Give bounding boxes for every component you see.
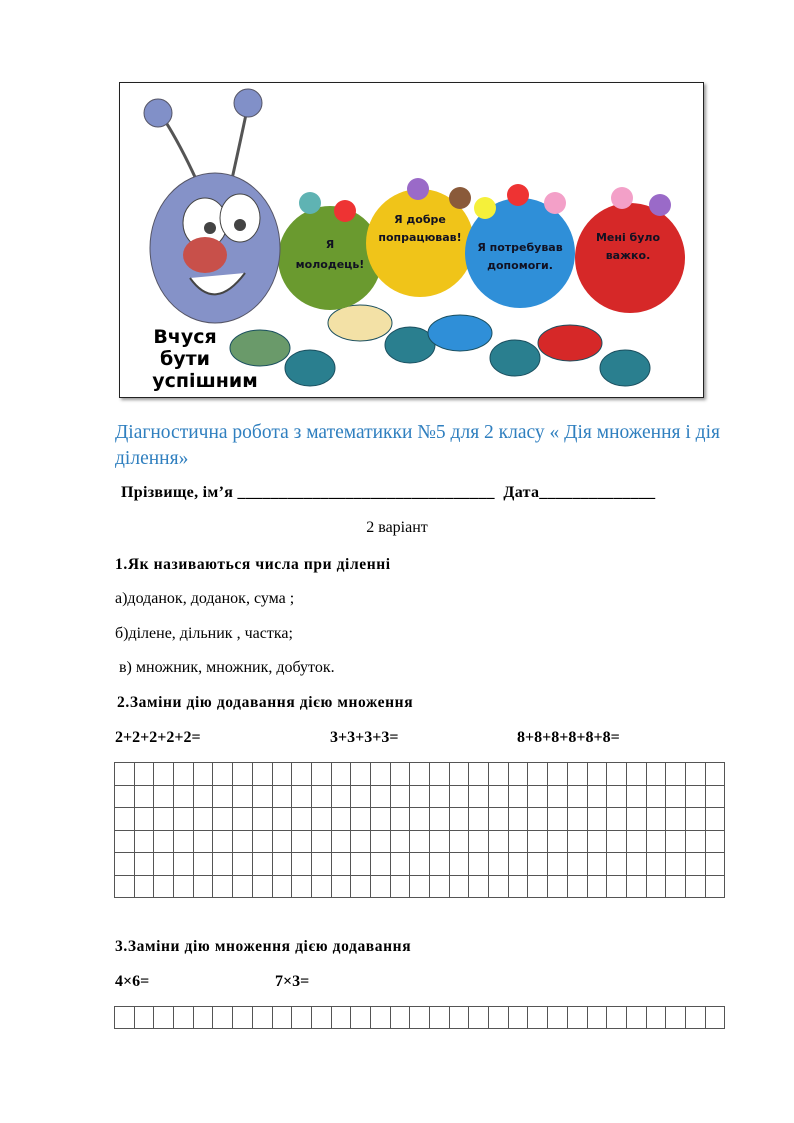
grid-cell[interactable] <box>154 830 174 853</box>
grid-cell[interactable] <box>115 808 135 831</box>
grid-cell[interactable] <box>548 1007 568 1029</box>
grid-cell[interactable] <box>626 1007 646 1029</box>
grid-cell[interactable] <box>233 808 253 831</box>
grid-cell[interactable] <box>252 875 272 898</box>
grid-cell[interactable] <box>685 830 705 853</box>
grid-cell[interactable] <box>351 853 371 876</box>
grid-cell[interactable] <box>154 1007 174 1029</box>
grid-cell[interactable] <box>292 785 312 808</box>
grid-cell[interactable] <box>272 808 292 831</box>
grid-cell[interactable] <box>666 808 686 831</box>
grid-cell[interactable] <box>705 830 725 853</box>
grid-cell[interactable] <box>528 875 548 898</box>
grid-cell[interactable] <box>174 875 194 898</box>
grid-cell[interactable] <box>567 763 587 786</box>
grid-cell[interactable] <box>311 763 331 786</box>
grid-cell[interactable] <box>351 808 371 831</box>
grid-cell[interactable] <box>272 853 292 876</box>
grid-cell[interactable] <box>154 875 174 898</box>
svg-text:успішним: успішним <box>152 370 258 392</box>
grid-cell[interactable] <box>390 853 410 876</box>
grid-cell[interactable] <box>666 853 686 876</box>
grid-cell[interactable] <box>705 853 725 876</box>
grid-cell[interactable] <box>390 763 410 786</box>
grid-cell[interactable] <box>410 785 430 808</box>
task1-question: 1.Як називаються числа при діленні <box>115 556 391 573</box>
grid-cell[interactable] <box>213 830 233 853</box>
grid-cell[interactable] <box>508 1007 528 1029</box>
answer-grid-task2[interactable] <box>114 762 725 898</box>
grid-cell[interactable] <box>587 830 607 853</box>
grid-cell[interactable] <box>193 763 213 786</box>
grid-cell[interactable] <box>469 875 489 898</box>
grid-cell[interactable] <box>587 875 607 898</box>
grid-cell[interactable] <box>508 875 528 898</box>
grid-cell[interactable] <box>252 763 272 786</box>
grid-cell[interactable] <box>410 763 430 786</box>
grid-cell[interactable] <box>587 853 607 876</box>
grid-cell[interactable] <box>213 785 233 808</box>
grid-cell[interactable] <box>370 785 390 808</box>
grid-cell[interactable] <box>666 763 686 786</box>
grid-cell[interactable] <box>292 875 312 898</box>
svg-text:важко.: важко. <box>605 249 651 262</box>
grid-cell[interactable] <box>626 808 646 831</box>
svg-text:Я потребував: Я потребував <box>477 241 563 254</box>
grid-cell[interactable] <box>233 785 253 808</box>
grid-cell[interactable] <box>174 853 194 876</box>
grid-cell[interactable] <box>489 830 509 853</box>
grid-cell[interactable] <box>115 830 135 853</box>
grid-cell[interactable] <box>292 763 312 786</box>
grid-cell[interactable] <box>685 785 705 808</box>
grid-cell[interactable] <box>469 1007 489 1029</box>
grid-cell[interactable] <box>134 853 154 876</box>
grid-cell[interactable] <box>233 830 253 853</box>
grid-cell[interactable] <box>685 808 705 831</box>
grid-cell[interactable] <box>252 785 272 808</box>
task1-option-b: б)ділене, дільник , частка; <box>115 625 293 642</box>
svg-text:Мені було: Мені було <box>595 231 661 244</box>
svg-text:попрацював!: попрацював! <box>378 231 462 244</box>
grid-cell[interactable] <box>351 785 371 808</box>
grid-cell[interactable] <box>292 1007 312 1029</box>
grid-cell[interactable] <box>705 875 725 898</box>
grid-cell[interactable] <box>292 808 312 831</box>
grid-cell[interactable] <box>272 1007 292 1029</box>
grid-cell[interactable] <box>646 1007 666 1029</box>
grid-cell[interactable] <box>370 1007 390 1029</box>
grid-cell[interactable] <box>390 1007 410 1029</box>
grid-cell[interactable] <box>626 763 646 786</box>
grid-cell[interactable] <box>430 830 450 853</box>
grid-cell[interactable] <box>548 808 568 831</box>
grid-cell[interactable] <box>646 853 666 876</box>
caterpillar-illustration <box>120 83 703 397</box>
grid-cell[interactable] <box>351 763 371 786</box>
grid-cell[interactable] <box>331 808 351 831</box>
grid-cell[interactable] <box>449 808 469 831</box>
grid-cell[interactable] <box>528 763 548 786</box>
grid-cell[interactable] <box>666 1007 686 1029</box>
grid-cell[interactable] <box>508 853 528 876</box>
grid-cell[interactable] <box>469 853 489 876</box>
grid-cell[interactable] <box>567 853 587 876</box>
grid-cell[interactable] <box>193 830 213 853</box>
grid-cell[interactable] <box>134 808 154 831</box>
grid-cell[interactable] <box>331 875 351 898</box>
grid-cell[interactable] <box>233 1007 253 1029</box>
grid-cell[interactable] <box>134 763 154 786</box>
grid-cell[interactable] <box>646 785 666 808</box>
grid-cell[interactable] <box>469 763 489 786</box>
grid-cell[interactable] <box>646 808 666 831</box>
grid-cell[interactable] <box>233 875 253 898</box>
grid-cell[interactable] <box>410 853 430 876</box>
grid-cell[interactable] <box>174 808 194 831</box>
grid-cell[interactable] <box>587 1007 607 1029</box>
grid-cell[interactable] <box>115 785 135 808</box>
grid-cell[interactable] <box>607 853 627 876</box>
grid-cell[interactable] <box>646 763 666 786</box>
grid-cell[interactable] <box>587 808 607 831</box>
grid-cell[interactable] <box>115 1007 135 1029</box>
grid-cell[interactable] <box>174 763 194 786</box>
grid-cell[interactable] <box>469 785 489 808</box>
grid-cell[interactable] <box>430 785 450 808</box>
grid-cell[interactable] <box>607 785 627 808</box>
grid-cell[interactable] <box>489 763 509 786</box>
grid-cell[interactable] <box>548 763 568 786</box>
grid-cell[interactable] <box>430 853 450 876</box>
grid-cell[interactable] <box>311 785 331 808</box>
grid-cell[interactable] <box>213 875 233 898</box>
task3-expression-1: 4×6= <box>115 973 150 990</box>
grid-cell[interactable] <box>626 785 646 808</box>
grid-cell[interactable] <box>331 763 351 786</box>
grid-cell[interactable] <box>666 785 686 808</box>
answer-grid-task3[interactable] <box>114 1006 725 1029</box>
grid-cell[interactable] <box>508 830 528 853</box>
grid-cell[interactable] <box>469 830 489 853</box>
task1-option-c: в) множник, множник, добуток. <box>115 659 335 676</box>
grid-cell[interactable] <box>587 763 607 786</box>
grid-cell[interactable] <box>449 763 469 786</box>
grid-cell[interactable] <box>410 875 430 898</box>
grid-cell[interactable] <box>272 763 292 786</box>
grid-cell[interactable] <box>430 1007 450 1029</box>
grid-cell[interactable] <box>528 1007 548 1029</box>
grid-cell[interactable] <box>390 808 410 831</box>
grid-cell[interactable] <box>449 875 469 898</box>
grid-cell[interactable] <box>370 808 390 831</box>
grid-cell[interactable] <box>626 853 646 876</box>
grid-cell[interactable] <box>252 853 272 876</box>
grid-cell[interactable] <box>528 785 548 808</box>
grid-cell[interactable] <box>331 830 351 853</box>
grid-cell[interactable] <box>370 763 390 786</box>
svg-text:молодець!: молодець! <box>295 258 365 271</box>
grid-cell[interactable] <box>311 875 331 898</box>
grid-cell[interactable] <box>508 785 528 808</box>
grid-cell[interactable] <box>548 853 568 876</box>
grid-cell[interactable] <box>154 808 174 831</box>
grid-cell[interactable] <box>449 853 469 876</box>
grid-cell[interactable] <box>233 763 253 786</box>
grid-cell[interactable] <box>607 830 627 853</box>
grid-cell[interactable] <box>311 853 331 876</box>
grid-cell[interactable] <box>705 763 725 786</box>
grid-cell[interactable] <box>331 853 351 876</box>
grid-cell[interactable] <box>252 808 272 831</box>
task2-expression-2: 3+3+3+3= <box>330 729 399 746</box>
grid-cell[interactable] <box>489 853 509 876</box>
grid-cell[interactable] <box>607 763 627 786</box>
task3-expression-2: 7×3= <box>275 973 310 990</box>
grid-cell[interactable] <box>410 1007 430 1029</box>
grid-cell[interactable] <box>233 853 253 876</box>
grid-cell[interactable] <box>705 785 725 808</box>
grid-cell[interactable] <box>193 808 213 831</box>
grid-cell[interactable] <box>508 763 528 786</box>
grid-cell[interactable] <box>331 1007 351 1029</box>
grid-cell[interactable] <box>193 1007 213 1029</box>
grid-cell[interactable] <box>489 875 509 898</box>
grid-cell[interactable] <box>666 830 686 853</box>
grid-cell[interactable] <box>331 785 351 808</box>
grid-cell[interactable] <box>607 875 627 898</box>
grid-cell[interactable] <box>213 763 233 786</box>
grid-cell[interactable] <box>311 1007 331 1029</box>
grid-cell[interactable] <box>370 875 390 898</box>
grid-cell[interactable] <box>567 875 587 898</box>
grid-cell[interactable] <box>292 830 312 853</box>
grid-cell[interactable] <box>685 853 705 876</box>
grid-cell[interactable] <box>626 830 646 853</box>
grid-cell[interactable] <box>390 785 410 808</box>
grid-cell[interactable] <box>449 785 469 808</box>
grid-cell[interactable] <box>174 785 194 808</box>
grid-cell[interactable] <box>174 1007 194 1029</box>
svg-text:бути: бути <box>160 348 210 370</box>
grid-cell[interactable] <box>115 853 135 876</box>
grid-cell[interactable] <box>213 808 233 831</box>
name-date-line: Прізвище, ім’я _______________________________ Дата______________ <box>121 484 656 501</box>
grid-cell[interactable] <box>528 808 548 831</box>
task3-question: 3.Заміни дію множення дією додавання <box>115 938 412 955</box>
svg-text:Я: Я <box>325 238 335 251</box>
task2-expression-3: 8+8+8+8+8+8= <box>517 729 620 746</box>
grid-cell[interactable] <box>508 808 528 831</box>
grid-cell[interactable] <box>528 853 548 876</box>
grid-cell[interactable] <box>252 1007 272 1029</box>
grid-cell[interactable] <box>548 875 568 898</box>
grid-cell[interactable] <box>272 785 292 808</box>
grid-cell[interactable] <box>469 808 489 831</box>
task2-expression-1: 2+2+2+2+2= <box>115 729 201 746</box>
grid-cell[interactable] <box>134 1007 154 1029</box>
grid-cell[interactable] <box>213 853 233 876</box>
grid-cell[interactable] <box>272 875 292 898</box>
grid-cell[interactable] <box>567 830 587 853</box>
svg-text:допомоги.: допомоги. <box>487 259 553 272</box>
grid-cell[interactable] <box>646 875 666 898</box>
grid-cell[interactable] <box>134 785 154 808</box>
grid-cell[interactable] <box>587 785 607 808</box>
page-title: Діагностична робота з математикки №5 для 2 класу « Дія множення і дія ділення» <box>115 422 720 469</box>
grid-cell[interactable] <box>567 808 587 831</box>
grid-cell[interactable] <box>272 830 292 853</box>
grid-cell[interactable] <box>705 808 725 831</box>
grid-cell[interactable] <box>390 875 410 898</box>
grid-cell[interactable] <box>154 853 174 876</box>
grid-cell[interactable] <box>489 1007 509 1029</box>
grid-cell[interactable] <box>489 785 509 808</box>
grid-cell[interactable] <box>646 830 666 853</box>
grid-cell[interactable] <box>449 1007 469 1029</box>
grid-cell[interactable] <box>134 875 154 898</box>
grid-cell[interactable] <box>705 1007 725 1029</box>
grid-cell[interactable] <box>252 830 272 853</box>
task2-question: 2.Заміни дію додавання дією множення <box>117 694 414 711</box>
grid-cell[interactable] <box>607 808 627 831</box>
grid-cell[interactable] <box>351 830 371 853</box>
grid-cell[interactable] <box>666 875 686 898</box>
grid-cell[interactable] <box>390 830 410 853</box>
grid-cell[interactable] <box>370 853 390 876</box>
grid-cell[interactable] <box>449 830 469 853</box>
grid-cell[interactable] <box>548 830 568 853</box>
grid-cell[interactable] <box>685 763 705 786</box>
grid-cell[interactable] <box>154 763 174 786</box>
grid-cell[interactable] <box>528 830 548 853</box>
grid-cell[interactable] <box>193 785 213 808</box>
grid-cell[interactable] <box>351 875 371 898</box>
grid-cell[interactable] <box>430 808 450 831</box>
grid-cell[interactable] <box>685 1007 705 1029</box>
grid-cell[interactable] <box>311 808 331 831</box>
grid-cell[interactable] <box>410 808 430 831</box>
caterpillar-banner-image <box>119 82 704 398</box>
grid-cell[interactable] <box>193 875 213 898</box>
variant-label: 2 варіант <box>366 519 428 536</box>
grid-cell[interactable] <box>430 875 450 898</box>
grid-cell[interactable] <box>154 785 174 808</box>
grid-cell[interactable] <box>351 1007 371 1029</box>
grid-cell[interactable] <box>174 830 194 853</box>
grid-cell[interactable] <box>115 763 135 786</box>
grid-cell[interactable] <box>370 830 390 853</box>
grid-cell[interactable] <box>430 763 450 786</box>
grid-cell[interactable] <box>567 1007 587 1029</box>
grid-cell[interactable] <box>410 830 430 853</box>
grid-cell[interactable] <box>292 853 312 876</box>
grid-cell[interactable] <box>626 875 646 898</box>
svg-text:Вчуся: Вчуся <box>153 326 217 348</box>
grid-cell[interactable] <box>607 1007 627 1029</box>
grid-cell[interactable] <box>489 808 509 831</box>
grid-cell[interactable] <box>548 785 568 808</box>
task1-option-a: а)доданок, доданок, сума ; <box>115 590 295 607</box>
grid-cell[interactable] <box>311 830 331 853</box>
grid-cell[interactable] <box>193 853 213 876</box>
grid-cell[interactable] <box>115 875 135 898</box>
grid-cell[interactable] <box>685 875 705 898</box>
grid-cell[interactable] <box>213 1007 233 1029</box>
grid-cell[interactable] <box>134 830 154 853</box>
grid-cell[interactable] <box>567 785 587 808</box>
svg-text:Я добре: Я добре <box>394 213 446 226</box>
